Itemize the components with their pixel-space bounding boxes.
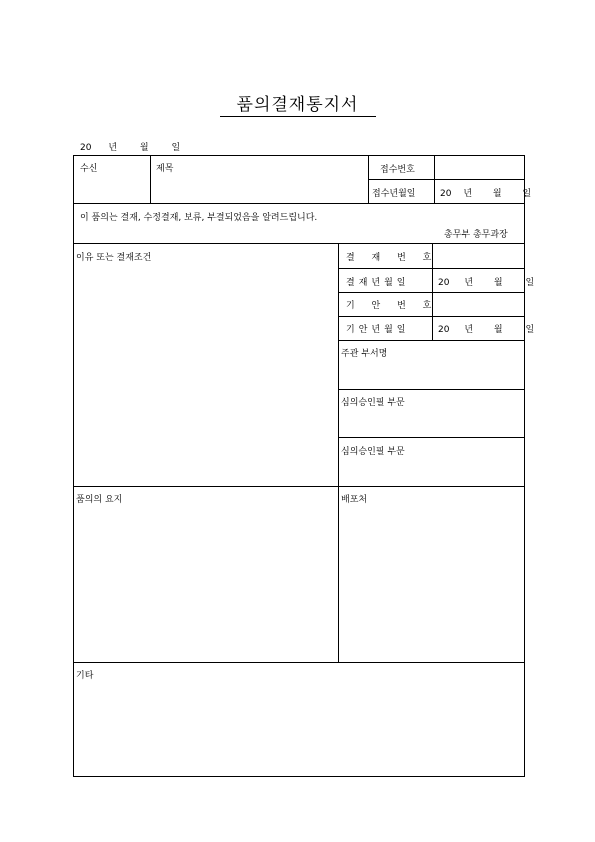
subject-label: 제목 [156,164,174,174]
approval-date-label: 결재년월일 [346,278,410,288]
divider [368,179,525,180]
date-year-unit: 년 [108,143,118,153]
notice-text: 이 품의는 결재, 수정결재, 보류, 부결되었음을 알려드립니다. [80,213,318,223]
receipt-no-label: 접수번호 [380,165,415,175]
approval-date: 20 년 월 일 [438,278,535,288]
review2-label: 심의승인필 부문 [341,447,405,457]
draft-no-label: 기 안 번 호 [346,301,432,311]
dept-label: 주관 부서명 [341,349,388,359]
divider [150,155,151,203]
approval-no-label: 결 재 번 호 [346,253,432,263]
notice-sender: 총무부 총무과장 [444,230,508,240]
document-date [80,140,180,153]
distribution-label: 배포처 [341,495,368,505]
date-month-unit: 월 [139,143,149,153]
divider [338,268,525,269]
summary-label: 품의의 요지 [76,495,123,505]
date-day-unit: 일 [171,143,181,153]
title-underline [220,116,376,117]
divider [73,203,525,204]
divider [338,292,525,293]
divider [73,486,525,487]
draft-date-label: 기안년월일 [346,325,410,335]
receipt-date: 20 년 월 일 [440,189,532,199]
divider [338,340,525,341]
other-label: 기타 [76,671,94,681]
receipt-date-label: 접수년월일 [372,189,416,199]
recipient-label: 수신 [80,164,98,174]
page-title: 품의결재통지서 [236,95,359,115]
review1-label: 심의승인필 부문 [341,398,405,408]
reason-label: 이유 또는 결재조건 [76,253,152,263]
divider [338,437,525,438]
divider [73,662,525,663]
divider [73,243,525,244]
divider [338,316,525,317]
divider [338,389,525,390]
date-year-prefix: 20 [80,143,92,153]
divider [338,243,339,662]
draft-date: 20 년 월 일 [438,325,535,335]
form-table [73,155,525,777]
